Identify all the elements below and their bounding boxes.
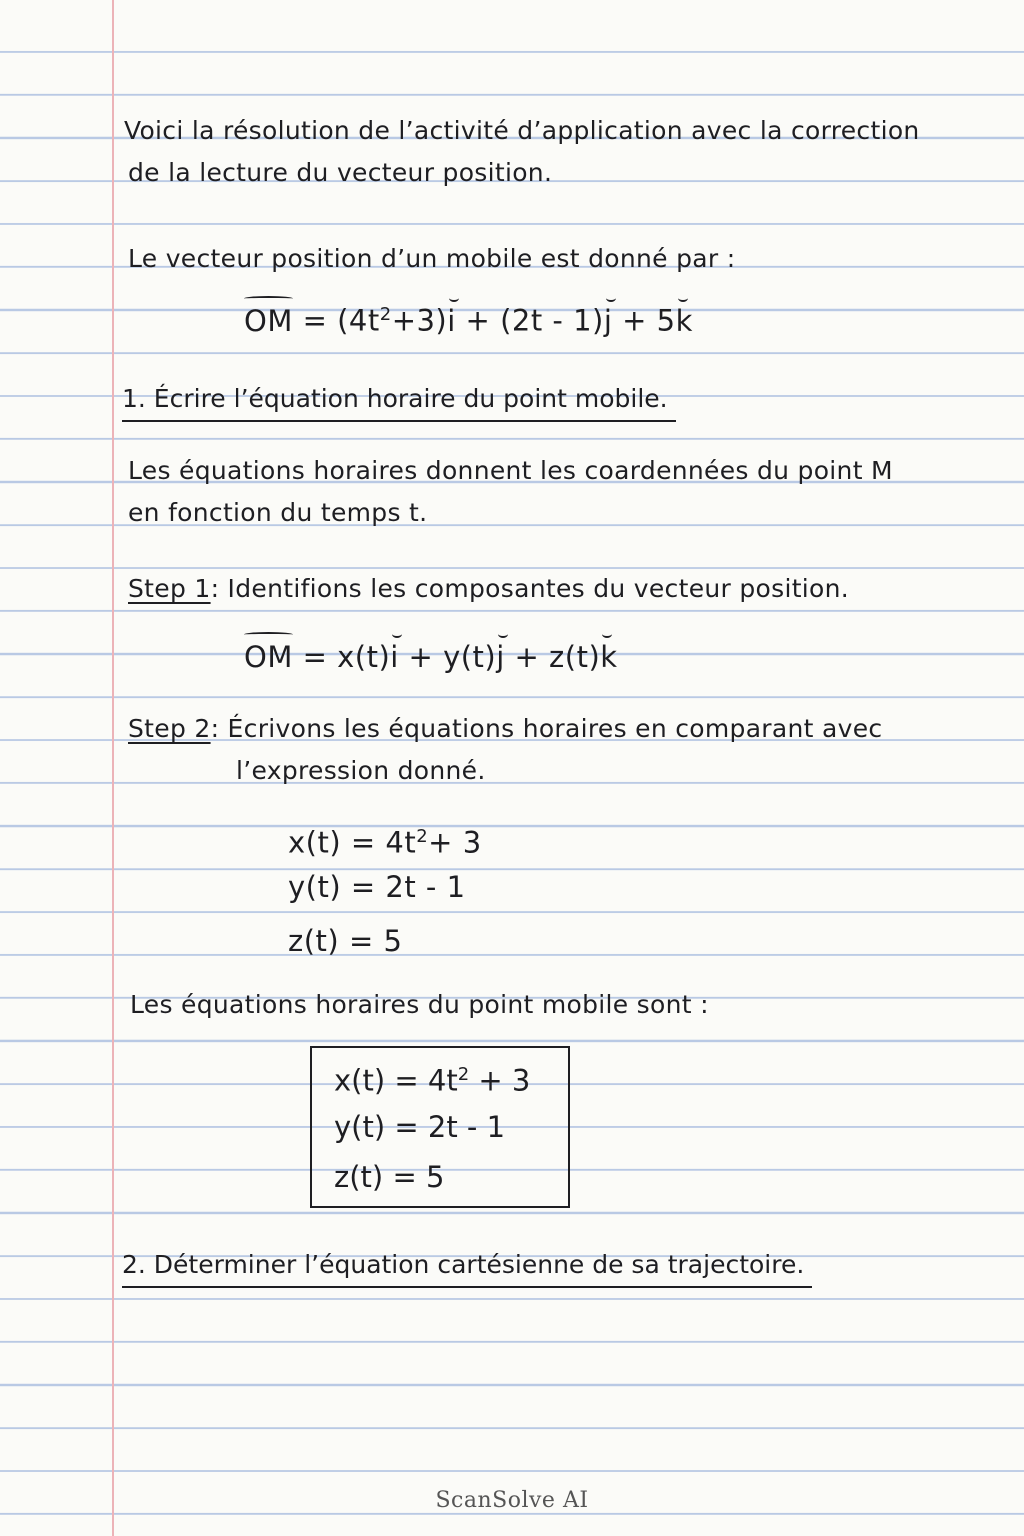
equation-z: z(t) = 5 — [288, 924, 403, 958]
eq-part: + 5 — [612, 303, 676, 338]
eq-exponent: 2 — [416, 826, 429, 847]
eq-part: +3) — [391, 303, 448, 338]
step-1-text: : Identifions les composantes du vecteur position. — [210, 574, 850, 603]
unit-vector-i: i — [447, 300, 456, 342]
conclusion-text: Les équations horaires du point mobile sont : — [130, 990, 709, 1019]
q1-explanation-line-1: Les équations horaires donnent les coardennées du point M — [128, 456, 893, 485]
eq-part: + 3 — [469, 1063, 531, 1098]
eq-part: x(t) = 4t — [334, 1063, 458, 1098]
equation-x — [288, 816, 482, 864]
q1-explanation-line-2: en fonction du temps t. — [128, 498, 428, 527]
brand-watermark: ScanSolve AI — [435, 1488, 589, 1513]
step-2-label: Step 2 — [128, 714, 211, 743]
equation-y: y(t) = 2t - 1 — [288, 870, 466, 904]
eq-part: + z(t) — [504, 640, 601, 674]
intro-line-2: de la lecture du vecteur position. — [128, 158, 553, 187]
step-2-line — [128, 708, 882, 750]
boxed-equation-z: z(t) = 5 — [334, 1160, 445, 1194]
eq-part: + y(t) — [398, 640, 497, 674]
step-2-text: : Écrivons les équations horaires en comparant avec — [210, 714, 883, 743]
eq-part: + (2t - 1) — [455, 303, 604, 338]
eq-part: = x(t) — [292, 640, 391, 674]
step-2-text-line-2: l’expression donné. — [236, 756, 486, 785]
intro-line-1: Voici la résolution de l’activité d’application avec la correction — [124, 116, 920, 145]
answer-box — [310, 1046, 570, 1208]
notebook-margin-line — [112, 0, 114, 1536]
question-2-heading: 2. Déterminer l’équation cartésienne de sa trajectoire. — [122, 1244, 812, 1288]
om-vector: OM — [244, 300, 293, 342]
unit-vector-i: i — [390, 636, 399, 678]
om-vector: OM — [244, 636, 293, 678]
unit-vector-k: k — [676, 300, 693, 342]
boxed-equation-x — [334, 1054, 530, 1102]
unit-vector-k: k — [600, 636, 617, 678]
components-equation — [244, 636, 618, 678]
eq-exponent: 2 — [379, 304, 392, 325]
eq-part: x(t) = 4t — [288, 825, 417, 860]
boxed-equation-y: y(t) = 2t - 1 — [334, 1110, 506, 1144]
statement-text: Le vecteur position d’un mobile est donné par : — [128, 244, 736, 273]
eq-part: = (4t — [292, 303, 380, 338]
step-1-line — [128, 568, 849, 610]
eq-exponent: 2 — [457, 1064, 470, 1085]
step-1-label: Step 1 — [128, 574, 211, 603]
eq-part: + 3 — [428, 825, 482, 860]
unit-vector-j: j — [496, 636, 505, 678]
position-vector-equation — [244, 294, 693, 342]
question-1-heading: 1. Écrire l’équation horaire du point mobile. — [122, 378, 676, 422]
unit-vector-j: j — [604, 300, 613, 342]
